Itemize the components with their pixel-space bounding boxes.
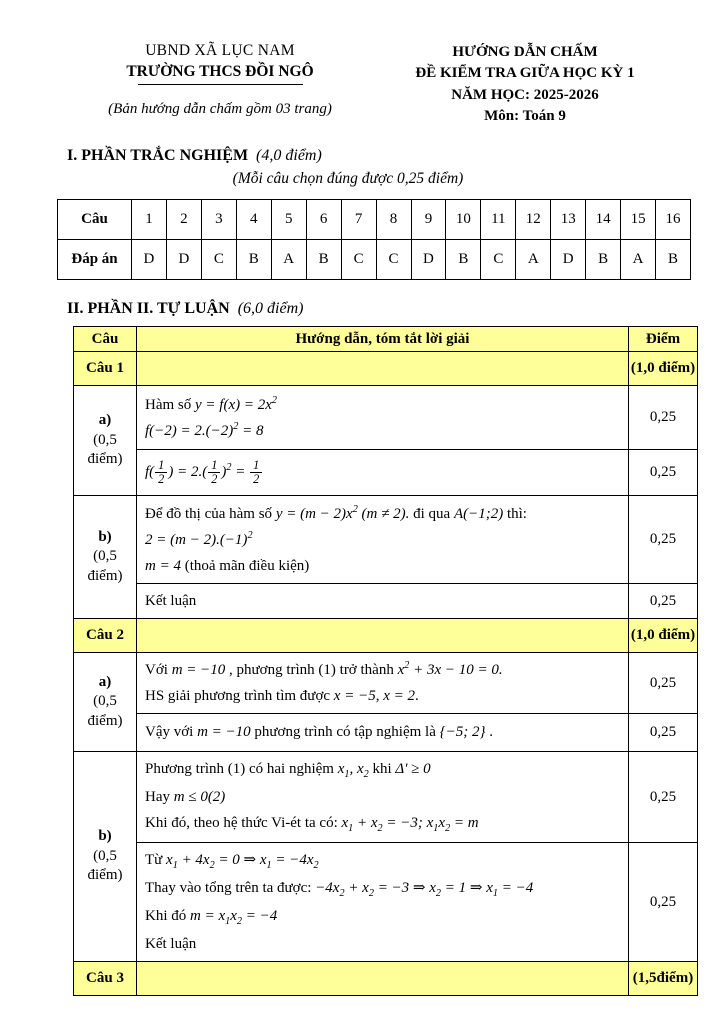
cau2b-row2 [74, 843, 698, 962]
solutions-header-row [74, 327, 698, 352]
solution-line: Với m = −10 , phương trình (1) trở thành $x^2 + 3x - 10 = 0$. [145, 660, 503, 679]
mc-question-cell: 15 [621, 200, 656, 240]
mc-answer-cell: C [481, 240, 516, 280]
score-cell: 0,25 [629, 714, 698, 752]
solution-line: Để đồ thị của hàm số $y = (m - 2)x^2$ (m ≠ 2). đi qua A(−1;2) thì: [145, 503, 527, 522]
mc-question-cell: 4 [236, 200, 271, 240]
mc-question-cell: 3 [201, 200, 236, 240]
section1-heading [67, 147, 725, 165]
mc-answer-cell: B [656, 240, 691, 280]
score-cell: 0,25 [629, 386, 698, 450]
mc-question-cell: 8 [376, 200, 411, 240]
mc-question-cell: 5 [271, 200, 306, 240]
mc-question-cell: 14 [586, 200, 621, 240]
solution-line: Vậy với m = −10 phương trình có tập nghiệm là {−5; 2} . [145, 724, 493, 741]
mc-answer-cell: C [376, 240, 411, 280]
mc-question-cell: 9 [411, 200, 446, 240]
cau1b-row2 [74, 584, 698, 619]
mc-answer-cell: D [411, 240, 446, 280]
part-points: (0,5 điểm) [87, 847, 123, 884]
section1-points: (4,0 điểm) [256, 147, 322, 165]
solution-line: Kết luận [145, 935, 197, 952]
score-cell: 0,25 [629, 496, 698, 584]
part-label: a) [98, 673, 112, 690]
cau2-points: (1,0 điểm) [629, 618, 698, 652]
header-score-col: Điểm [629, 327, 698, 352]
mc-answer-cell: B [236, 240, 271, 280]
solution-line: Khi đó, theo hệ thức Vi-ét ta có: $x_1 + x_2 = -3$; $x_1x_2 = m$ [145, 814, 479, 834]
cau1-label: Câu 1 [74, 352, 137, 386]
org-name: UBND XÃ LỤC NAM [145, 42, 295, 59]
cau1a-row1 [74, 386, 698, 450]
mc-question-cell: 11 [481, 200, 516, 240]
part-label: b) [98, 828, 112, 845]
header-left-block [55, 42, 385, 118]
solution-cell [137, 652, 629, 713]
section2-heading [67, 300, 725, 318]
solution-line: f( $\frac{1}{2}$ ) = 2.( $\frac{1}{2}$ )$^2$ = $\frac{1}{2}$ [145, 456, 622, 489]
score-cell: 0,25 [629, 652, 698, 713]
solution-cell [137, 584, 629, 619]
school-name: TRƯỜNG THCS ĐỒI NGÔ [126, 63, 314, 80]
cau1b-part-cell [74, 496, 137, 619]
cau1-points: (1,0 điểm) [629, 352, 698, 386]
mc-answer-cell: C [341, 240, 376, 280]
cau2a-row2 [74, 714, 698, 752]
mc-question-cell: 6 [306, 200, 341, 240]
empty-cell [137, 352, 629, 386]
doc-title: HƯỚNG DẪN CHẤM [452, 44, 598, 60]
solution-line: Thay vào tổng trên ta được: $-4x_2 + x_2 = -3$ ⇒ $x_2 = 1$ ⇒ $x_1 = -4$ [145, 879, 534, 899]
mc-answer-cell: B [586, 240, 621, 280]
mc-answer-cell: D [551, 240, 586, 280]
mc-row-label: Đáp án [58, 240, 132, 280]
mc-answer-cell: D [132, 240, 167, 280]
score-cell: 0,25 [629, 584, 698, 619]
mc-question-cell: 10 [446, 200, 481, 240]
empty-cell [137, 618, 629, 652]
mc-question-cell: 2 [166, 200, 201, 240]
solution-cell [137, 386, 629, 450]
document-header [0, 42, 725, 127]
subject-line: Môn: Toán 9 [484, 107, 566, 124]
part-points: (0,5 điểm) [87, 548, 123, 584]
solution-cell [137, 714, 629, 752]
cau1a-part-cell [74, 386, 137, 496]
header-question-col: Câu [74, 327, 137, 352]
mc-answer-row [58, 240, 691, 280]
mc-question-cell: 12 [516, 200, 551, 240]
solution-cell [137, 496, 629, 584]
mc-answer-cell: A [621, 240, 656, 280]
cau1-row [74, 352, 698, 386]
mc-answer-cell: A [271, 240, 306, 280]
empty-cell [137, 962, 629, 996]
solution-cell [137, 752, 629, 843]
header-right-block [390, 42, 660, 127]
solution-line: $2 = (m - 2).(-1)^2$ [145, 530, 253, 549]
cau2b-row1 [74, 752, 698, 843]
mc-answer-cell: A [516, 240, 551, 280]
cau2a-row1 [74, 652, 698, 713]
cau2a-part-cell [74, 652, 137, 751]
mc-answer-cell: B [306, 240, 341, 280]
cau1a-row2 [74, 450, 698, 496]
part-points: (0,5 điểm) [87, 693, 123, 729]
solution-line: m = 4 (thoả mãn điều kiện) [145, 558, 310, 575]
mc-answer-cell: B [446, 240, 481, 280]
solution-line: Khi đó $m = x_1x_2 = -4$ [145, 907, 278, 927]
cau2-label: Câu 2 [74, 618, 137, 652]
solution-line: Hay m ≤ 0(2) [145, 788, 226, 805]
mc-question-cell: 7 [341, 200, 376, 240]
solution-line: HS giải phương trình tìm được x = −5, x = 2. [145, 688, 419, 705]
multiple-choice-table [57, 199, 691, 280]
solution-cell [137, 843, 629, 962]
cau2-row [74, 618, 698, 652]
solution-cell [137, 450, 629, 496]
cau3-row [74, 962, 698, 996]
pages-note: (Bản hướng dẫn chấm gồm 03 trang) [108, 101, 332, 117]
solution-line: Từ $x_1 + 4x_2 = 0$ ⇒ $x_1 = -4x_2$ [145, 851, 319, 871]
solution-line: Hàm số $y = f(x) = 2x^2$ [145, 394, 277, 413]
solution-line: $f(-2) = 2.(-2)^2 = 8$ [145, 421, 264, 440]
school-year: NĂM HỌC: 2025-2026 [451, 86, 599, 103]
section2-title: II. PHẦN II. TỰ LUẬN [67, 300, 230, 318]
mc-question-cell: 16 [656, 200, 691, 240]
score-cell: 0,25 [629, 752, 698, 843]
cau2b-part-cell [74, 752, 137, 962]
mc-question-row [58, 200, 691, 240]
mc-answer-cell: C [201, 240, 236, 280]
score-cell: 0,25 [629, 450, 698, 496]
exam-title: ĐỀ KIỂM TRA GIỮA HỌC KỲ 1 [415, 65, 635, 82]
part-label: b) [98, 528, 112, 545]
mc-answer-cell: D [166, 240, 201, 280]
section1-title: I. PHẦN TRẮC NGHIỆM [67, 147, 249, 165]
solution-line: Phương trình (1) có hai nghiệm $x_1$, $x_2$ khi Δ' ≥ 0 [145, 760, 431, 780]
header-underline [138, 84, 303, 85]
cau1b-row1 [74, 496, 698, 584]
cau3-points: (1,5điểm) [629, 962, 698, 996]
section1-subtitle: (Mỗi câu chọn đúng được 0,25 điểm) [232, 170, 464, 188]
mc-question-cell: 1 [132, 200, 167, 240]
header-guide-col: Hướng dẫn, tóm tắt lời giải [137, 327, 629, 352]
part-label: a) [98, 412, 112, 429]
solution-line: Kết luận [145, 592, 197, 609]
mc-row-label: Câu [58, 200, 132, 240]
mc-question-cell: 13 [551, 200, 586, 240]
part-points: (0,5 điểm) [87, 431, 123, 468]
solutions-table [73, 326, 698, 996]
score-cell: 0,25 [629, 843, 698, 962]
section2-points: (6,0 điểm) [237, 300, 304, 318]
cau3-label: Câu 3 [74, 962, 137, 996]
